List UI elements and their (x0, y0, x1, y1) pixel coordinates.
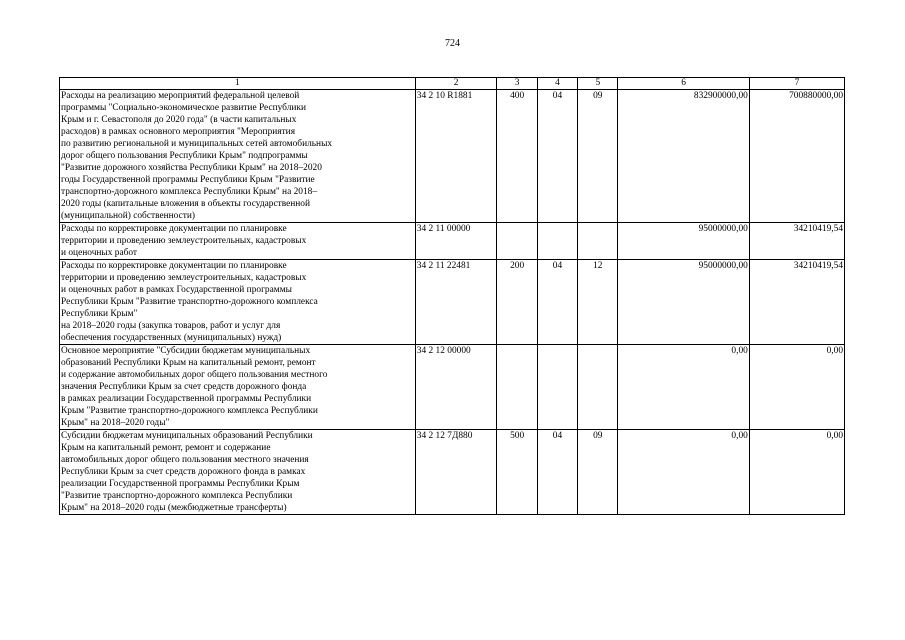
row-subsection: 09 (578, 90, 618, 223)
row-amount-6: 95000000,00 (618, 223, 749, 260)
table-header-row (60, 78, 845, 90)
row-subsection (578, 345, 618, 430)
row-section: 04 (537, 430, 577, 515)
row-amount-6: 0,00 (618, 345, 749, 430)
budget-table (59, 77, 845, 515)
row-amount-7: 34210419,54 (749, 260, 844, 345)
row-subsection: 09 (578, 430, 618, 515)
row-target-code: 34 2 10 R1881 (415, 90, 497, 223)
table-row (60, 260, 845, 345)
row-name: Основное мероприятие "Субсидии бюджетам муниципальных образований Республики Крым на капитальный ремонт, ремонт и содержание автомобильных дорог общего пользования местного значения Республики Крым за счет средств дорожного фонда в рамках реализации Государственной программы Республики Крым "Развитие транспортно-дорожного комплекса Республики Крым" на 2018–2020 годы" (60, 345, 416, 430)
row-amount-7: 34210419,54 (749, 223, 844, 260)
row-subsection (578, 223, 618, 260)
row-section (537, 345, 577, 430)
row-amount-7: 0,00 (749, 430, 844, 515)
row-expense-type: 500 (497, 430, 537, 515)
row-subsection: 12 (578, 260, 618, 345)
table-row (60, 90, 845, 223)
table-row (60, 223, 845, 260)
row-target-code: 34 2 11 00000 (415, 223, 497, 260)
column-header-1: 1 (60, 78, 416, 90)
row-target-code: 34 2 12 00000 (415, 345, 497, 430)
row-section: 04 (537, 90, 577, 223)
table-row (60, 345, 845, 430)
row-amount-6: 95000000,00 (618, 260, 749, 345)
table-row (60, 430, 845, 515)
row-section (537, 223, 577, 260)
column-header-6: 6 (618, 78, 749, 90)
row-name: Расходы на реализацию мероприятий федеральной целевой программы "Социально-экономическое развитие Республики Крым и г. Севастополя до 2020 года" (в части капитальных расходов) в рамках основного мероприятия "Мероприятия по развитию региональной и муниципальных сетей автомобильных дорог общего пользования Республики Крым" подпрограммы "Развитие дорожного хозяйства Республики Крым" на 2018–2020 годы Государственной программы Республики Крым "Развитие транспортно-дорожного комплекса Республики Крым" на 2018– 2020 годы (капитальные вложения в объекты государственной (муниципальной) собственности) (60, 90, 416, 223)
row-amount-6: 832900000,00 (618, 90, 749, 223)
row-target-code: 34 2 11 22481 (415, 260, 497, 345)
row-name: Расходы по корректировке документации по планировке территории и проведению землеустроительных, кадастровых и оценочных работ (60, 223, 416, 260)
row-expense-type (497, 223, 537, 260)
row-section: 04 (537, 260, 577, 345)
row-expense-type (497, 345, 537, 430)
row-name: Расходы по корректировке документации по планировке территории и проведению землеустроительных, кадастровых и оценочных работ в рамках Государственной программы Республики Крым "Развитие транспортно-дорожного комплекса Республики Крым" на 2018–2020 годы (закупка товаров, работ и услуг для обеспечения государственных (муниципальных) нужд) (60, 260, 416, 345)
column-header-3: 3 (497, 78, 537, 90)
column-header-7: 7 (749, 78, 844, 90)
page-number: 724 (445, 38, 460, 49)
row-amount-6: 0,00 (618, 430, 749, 515)
row-expense-type: 400 (497, 90, 537, 223)
column-header-5: 5 (578, 78, 618, 90)
row-amount-7: 0,00 (749, 345, 844, 430)
row-amount-7: 700880000,00 (749, 90, 844, 223)
row-target-code: 34 2 12 7Д880 (415, 430, 497, 515)
column-header-2: 2 (415, 78, 497, 90)
row-name: Субсидии бюджетам муниципальных образований Республики Крым на капитальный ремонт, ремонт и содержание автомобильных дорог общего пользования местного значения Республики Крым за счет средств дорожного фонда в рамках реализации Государственной программы Республики Крым "Развитие транспортно-дорожного комплекса Республики Крым" на 2018–2020 годы (межбюджетные трансферты) (60, 430, 416, 515)
row-expense-type: 200 (497, 260, 537, 345)
column-header-4: 4 (537, 78, 577, 90)
